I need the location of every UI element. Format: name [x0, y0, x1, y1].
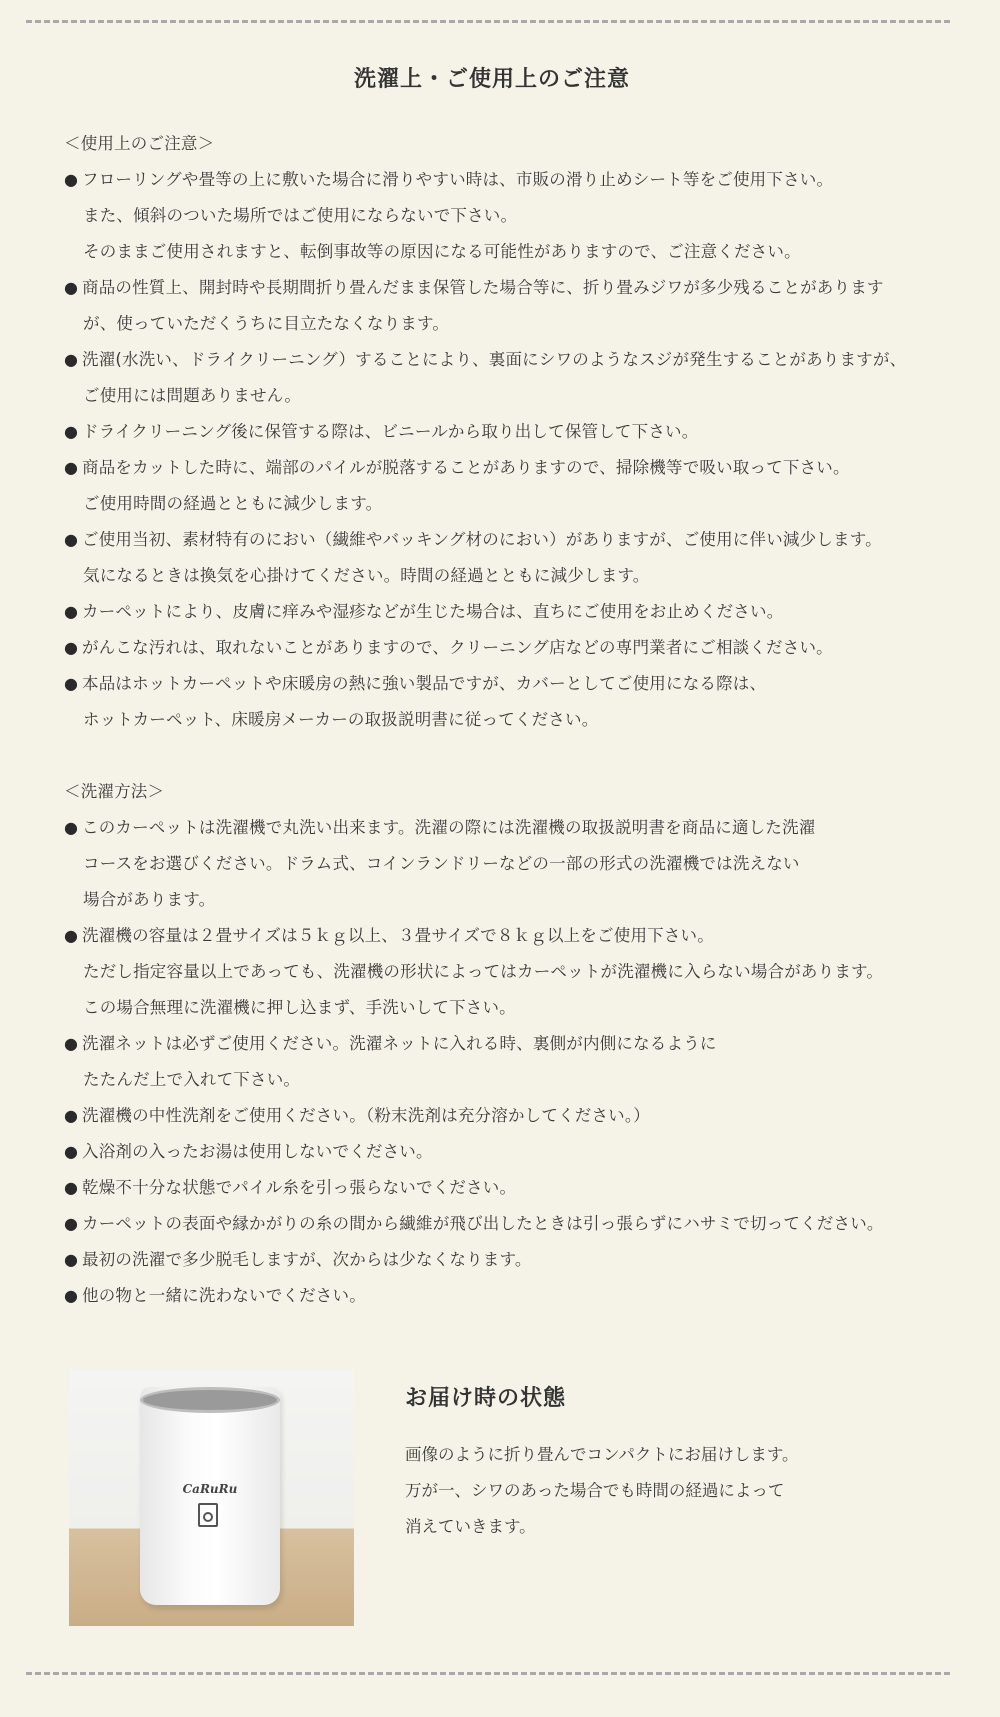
note-line [64, 882, 984, 918]
bullet-icon: ● [64, 422, 79, 441]
note-text: 商品の性質上、開封時や長期間折り畳んだまま保管した場合等に、折り畳みジワが多少残ることがあります [82, 278, 884, 297]
note-text: ホットカーペット、床暖房メーカーの取扱説明書に従ってください。 [83, 710, 599, 729]
delivery-title: お届け時の状態 [405, 1386, 567, 1411]
note-text: カーペットの表面や縁かがりの糸の間から繊維が飛び出したときは引っ張らずにハサミで切ってください。 [82, 1214, 884, 1233]
note-text: 本品はホットカーペットや床暖房の熱に強い製品ですが、カバーとしてご使用になる際は、 [82, 674, 767, 693]
note-line [64, 1062, 984, 1098]
bullet-icon: ● [64, 170, 79, 189]
usage-notes-list [64, 162, 984, 738]
note-line [64, 666, 984, 702]
note-text: ただし指定容量以上であっても、洗濯機の形状によってはカーペットが洗濯機に入らない場合があります。 [83, 962, 884, 981]
note-text: 最初の洗濯で多少脱毛しますが、次からは少なくなります。 [82, 1250, 532, 1269]
note-line [64, 1098, 984, 1134]
bullet-icon: ● [64, 638, 79, 657]
brand-logo: CaRuRu [182, 1482, 238, 1496]
note-text: また、傾斜のついた場所ではご使用にならないで下さい。 [83, 206, 518, 225]
note-line [64, 198, 984, 234]
note-line [64, 270, 984, 306]
note-line [64, 954, 984, 990]
note-line [64, 846, 984, 882]
note-line [64, 1134, 984, 1170]
bullet-icon: ● [64, 350, 79, 369]
note-line [64, 486, 984, 522]
note-line [64, 342, 984, 378]
notes-section [64, 126, 984, 1314]
note-text: 洗濯(水洗い、ドライクリーニング）することにより、裏面にシワのようなスジが発生することがありますが、 [82, 350, 907, 369]
note-line [64, 414, 984, 450]
bottom-dashed-divider [26, 1672, 950, 1675]
note-line [64, 810, 984, 846]
note-text: カーペットにより、皮膚に痒みや湿疹などが生じた場合は、直ちにご使用をお止めください。 [82, 602, 784, 621]
note-line [64, 1278, 984, 1314]
note-text: ご使用には問題ありません。 [83, 386, 302, 405]
note-text: このカーペットは洗濯機で丸洗い出来ます。洗濯の際には洗濯機の取扱説明書を商品に適した洗濯 [82, 818, 816, 837]
bullet-icon: ● [64, 278, 79, 297]
note-line [64, 162, 984, 198]
note-text: コースをお選びください。ドラム式、コインランドリーなどの一部の形式の洗濯機では洗えない [83, 854, 800, 873]
note-line [64, 702, 984, 738]
bullet-icon: ● [64, 1034, 79, 1053]
bullet-icon: ● [64, 1106, 79, 1125]
bullet-icon: ● [64, 1178, 79, 1197]
bullet-icon: ● [64, 1214, 79, 1233]
note-line [64, 1242, 984, 1278]
note-line [64, 558, 984, 594]
note-text: ドライクリーニング後に保管する際は、ビニールから取り出して保管して下さい。 [82, 422, 699, 441]
note-text: そのままご使用されますと、転倒事故等の原因になる可能性がありますので、ご注意ください。 [83, 242, 801, 261]
bullet-icon: ● [64, 674, 79, 693]
note-line [64, 630, 984, 666]
delivery-line: 万が一、シワのあった場合でも時間の経過によって [405, 1481, 785, 1500]
note-text: ご使用当初、素材特有のにおい（繊維やバッキング材のにおい）がありますが、ご使用に伴い減少します。 [82, 530, 882, 549]
note-text: 洗濯ネットは必ずご使用ください。洗濯ネットに入れる時、裏側が内側になるように [82, 1034, 717, 1053]
note-text: がんこな汚れは、取れないことがありますので、クリーニング店などの専門業者にご相談ください。 [82, 638, 833, 657]
note-line [64, 1206, 984, 1242]
note-text: 商品をカットした時に、端部のパイルが脱落することがありますので、掃除機等で吸い取って下さい。 [82, 458, 850, 477]
note-line [64, 234, 984, 270]
bullet-icon: ● [64, 926, 79, 945]
section-spacer [64, 738, 984, 774]
note-text: 場合があります。 [83, 890, 216, 909]
note-text: が、使っていただくうちに目立たなくなります。 [83, 314, 450, 333]
washing-heading: ＜洗濯方法＞ [64, 782, 165, 801]
note-line [64, 378, 984, 414]
note-line [64, 1026, 984, 1062]
usage-heading: ＜使用上のご注意＞ [64, 134, 215, 153]
note-line [64, 522, 984, 558]
note-text: 乾燥不十分な状態でパイル糸を引っ張らないでください。 [82, 1178, 517, 1197]
laundry-bag-top [140, 1387, 280, 1413]
bullet-icon: ● [64, 1250, 79, 1269]
delivery-photo [69, 1369, 354, 1626]
note-line [64, 306, 984, 342]
note-text: 入浴剤の入ったお湯は使用しないでください。 [82, 1142, 433, 1161]
top-dashed-divider [26, 20, 950, 23]
note-text: 洗濯機の容量は２畳サイズは５ｋｇ以上、３畳サイズで８ｋｇ以上をご使用下さい。 [82, 926, 714, 945]
page-title: 洗濯上・ご使用上のご注意 [353, 67, 630, 92]
note-text: 気になるときは換気を心掛けてください。時間の経過とともに減少します。 [83, 566, 650, 585]
delivery-description [405, 1437, 799, 1545]
note-text: この場合無理に洗濯機に押し込まず、手洗いして下さい。 [83, 998, 516, 1017]
washing-machine-icon [198, 1503, 218, 1527]
note-text: たたんだ上で入れて下さい。 [83, 1070, 301, 1089]
delivery-line: 画像のように折り畳んでコンパクトにお届けします。 [405, 1445, 799, 1464]
bullet-icon: ● [64, 1142, 79, 1161]
note-text: 洗濯機の中性洗剤をご使用ください。（粉末洗剤は充分溶かしてください。） [82, 1106, 650, 1125]
delivery-line: 消えていきます。 [405, 1517, 536, 1536]
note-text: フローリングや畳等の上に敷いた場合に滑りやすい時は、市販の滑り止めシート等をご使用下さい。 [82, 170, 834, 189]
laundry-bag-image [140, 1387, 280, 1605]
note-text: 他の物と一緒に洗わないでください。 [82, 1286, 366, 1305]
bullet-icon: ● [64, 458, 79, 477]
note-line [64, 1170, 984, 1206]
note-line [64, 450, 984, 486]
bullet-icon: ● [64, 818, 79, 837]
note-line [64, 990, 984, 1026]
note-line [64, 918, 984, 954]
washing-notes-list [64, 810, 984, 1314]
bullet-icon: ● [64, 1286, 79, 1305]
note-text: ご使用時間の経過とともに減少します。 [83, 494, 383, 513]
bullet-icon: ● [64, 602, 79, 621]
note-line [64, 594, 984, 630]
bullet-icon: ● [64, 530, 79, 549]
